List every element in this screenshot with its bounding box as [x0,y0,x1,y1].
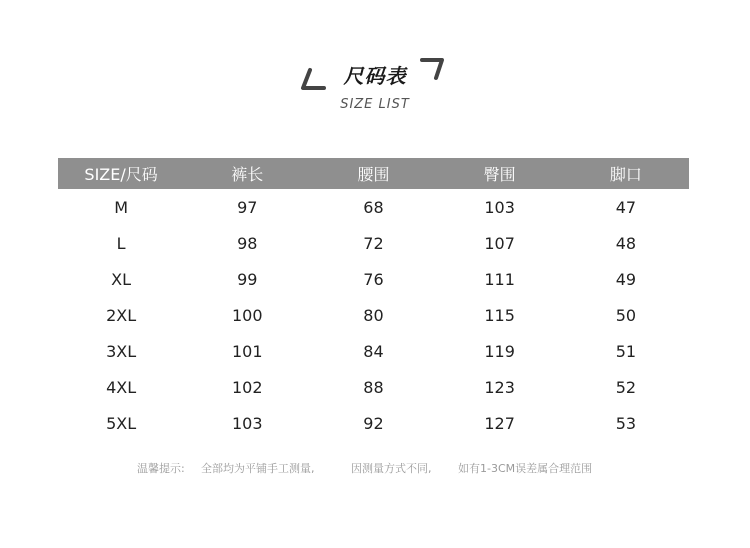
cell-waist: 72 [363,233,384,253]
table-row [58,297,689,333]
title-block [0,50,750,120]
cell-length: 98 [237,233,258,253]
cell-waist: 68 [363,197,384,217]
table-row [58,225,689,261]
cell-length: 102 [232,377,263,397]
cell-hip: 123 [484,377,515,397]
header-waist: 腰围 [310,158,436,189]
cell-hem: 50 [615,305,637,325]
cell-hip: 127 [484,413,515,433]
cell-hem: 49 [615,269,637,289]
cell-hem: 53 [615,413,637,433]
header-length: 裤长 [184,158,310,189]
header-size: SIZE/尺码 [58,158,184,189]
page-title: 尺码表 [343,64,407,88]
table-header-row [58,158,689,189]
cell-hem: 51 [615,341,637,361]
note-part-3: 如有1-3CM误差属合理范围 [458,462,593,475]
cell-hem: 48 [615,233,637,253]
cell-length: 101 [232,341,263,361]
size-table [58,158,689,441]
cell-hem: 52 [615,377,637,397]
note-part-1: 全部均为平铺手工测量, [201,462,315,475]
table-row [58,261,689,297]
cell-size: 2XL [106,305,137,325]
cell-waist: 88 [363,377,384,397]
cell-hem: 47 [615,197,637,217]
cell-size: 4XL [106,377,137,397]
cell-hip: 115 [484,305,515,325]
cell-size: XL [111,269,132,289]
cell-waist: 80 [363,305,384,325]
cell-waist: 92 [363,413,384,433]
cell-length: 103 [232,413,263,433]
cell-length: 99 [237,269,258,289]
cell-length: 100 [232,305,263,325]
cell-size: M [114,197,128,217]
cell-waist: 84 [363,341,384,361]
cell-waist: 76 [363,269,384,289]
header-hip: 臀围 [437,158,563,189]
header-hem: 脚口 [563,158,689,189]
cell-hip: 107 [484,233,515,253]
cell-size: 5XL [106,413,137,433]
table-row [58,189,689,225]
table-row [58,405,689,441]
note-part-2: 因测量方式不同, [351,462,432,475]
note-label: 温馨提示: [137,462,185,475]
table-row [58,369,689,405]
cell-size: L [116,233,126,253]
page-subtitle: SIZE LIST [340,97,410,112]
right-bracket-icon [420,56,446,82]
cell-length: 97 [237,197,258,217]
cell-hip: 103 [484,197,515,217]
cell-hip: 119 [484,341,515,361]
table-row [58,333,689,369]
cell-size: 3XL [106,341,137,361]
cell-hip: 111 [484,269,515,289]
